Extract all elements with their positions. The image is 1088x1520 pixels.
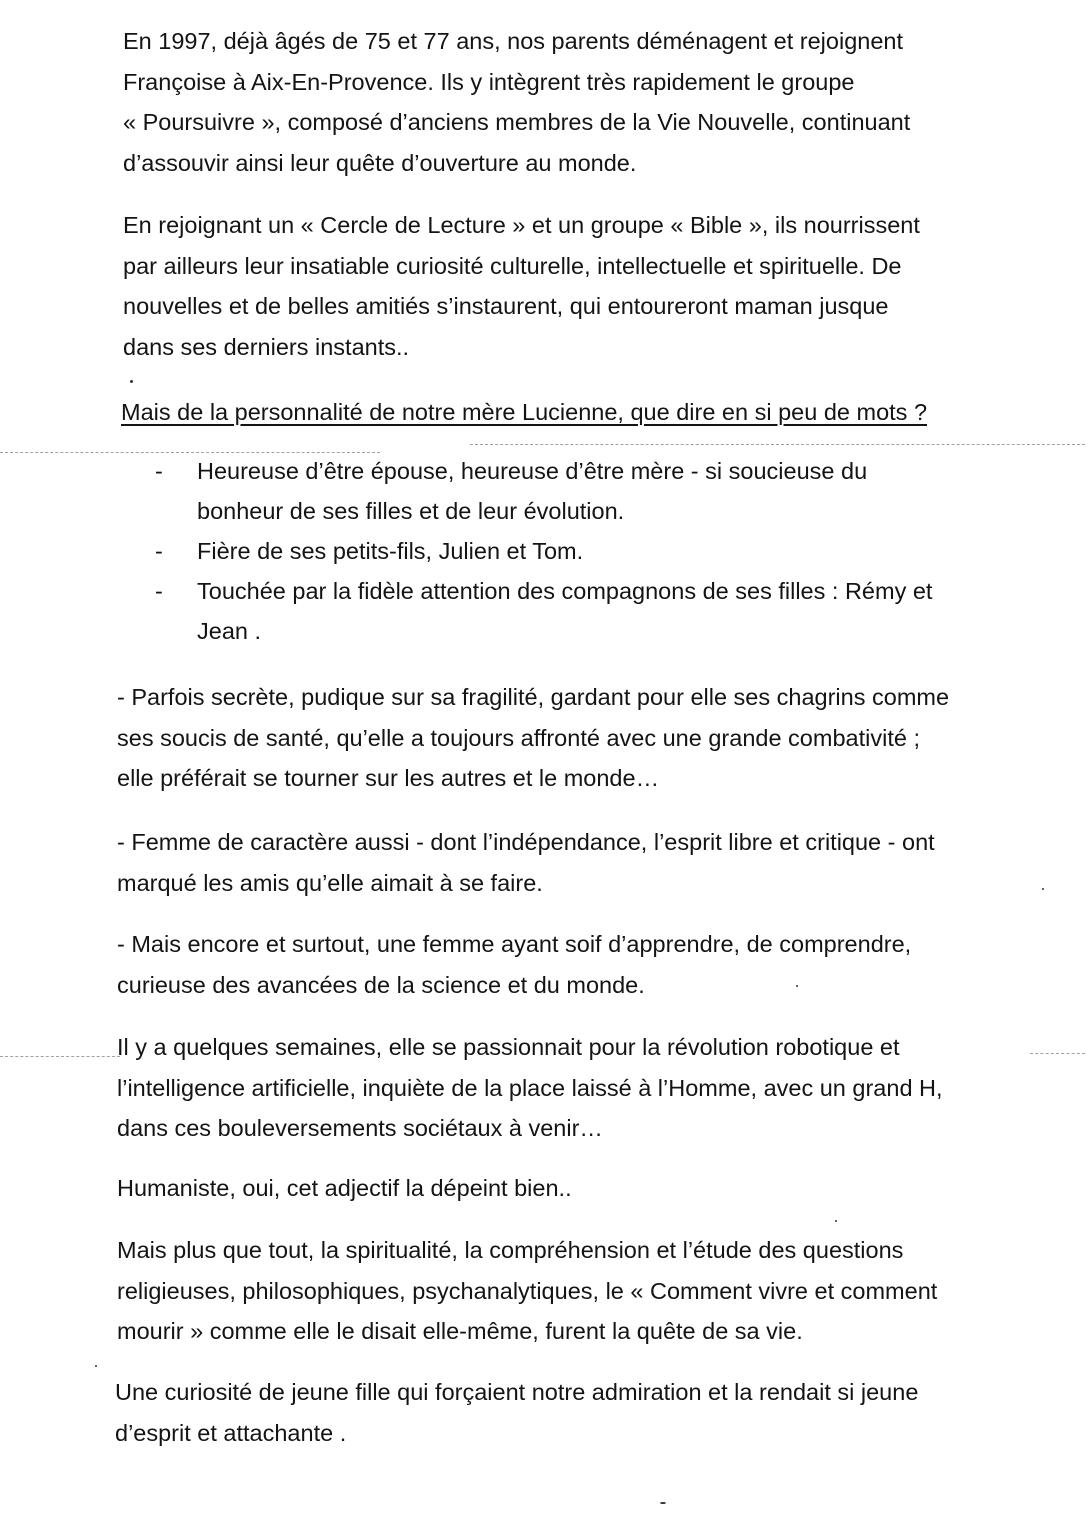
text-line: En 1997, déjà âgés de 75 et 77 ans, nos parents déménagent et rejoignent	[123, 28, 903, 54]
text-line: Touchée par la fidèle attention des compagnons de ses filles : Rémy et	[197, 578, 933, 604]
list-item	[155, 531, 932, 571]
text-line: l’intelligence artificielle, inquiète de la place laissé à l’Homme, avec un grand H,	[117, 1074, 943, 1101]
text-line: dans ces bouleversements sociétaux à venir…	[117, 1115, 603, 1141]
scan-speck	[95, 1365, 97, 1367]
scan-speck	[660, 1502, 666, 1504]
paragraph-5	[117, 924, 911, 1005]
list-dash: -	[155, 538, 163, 564]
scan-artifact-line	[1030, 1053, 1085, 1054]
text-line: - Femme de caractère aussi - dont l’indépendance, l’esprit libre et critique - ont	[117, 829, 935, 855]
text-line: En rejoignant un « Cercle de Lecture » et un groupe « Bible », ils nourrissent	[123, 212, 920, 238]
text-line: ses soucis de santé, qu’elle a toujours affronté avec une grande combativité ;	[117, 724, 920, 751]
list-dash: -	[155, 578, 163, 604]
scan-speck	[130, 380, 133, 383]
paragraph-8	[117, 1230, 937, 1352]
text-line: Fière de ses petits-fils, Julien et Tom.	[197, 538, 584, 564]
paragraph-7	[117, 1168, 572, 1209]
scan-speck	[835, 1220, 837, 1222]
text-line: curieuse des avancées de la science et du monde.	[117, 971, 645, 998]
text-line: Jean .	[197, 618, 262, 644]
text-line: Françoise à Aix-En-Provence. Ils y intègrent très rapidement le groupe	[123, 68, 855, 95]
text-line: Une curiosité de jeune fille qui forçaient notre admiration et la rendait si jeune	[115, 1379, 919, 1405]
paragraph-1	[123, 21, 910, 183]
text-line: dans ses derniers instants..	[123, 333, 410, 360]
text-line: elle préférait se tourner sur les autres et le monde…	[117, 765, 660, 791]
text-line: bonheur de ses filles et de leur évolution.	[197, 498, 625, 524]
paragraph-2	[123, 205, 920, 367]
text-line: Heureuse d’être épouse, heureuse d’être mère - si soucieuse du	[197, 458, 868, 484]
scan-artifact-line	[0, 1056, 120, 1057]
text-line: Il y a quelques semaines, elle se passionnait pour la révolution robotique et	[117, 1034, 900, 1060]
scan-artifact-line	[470, 444, 1085, 445]
text-line: d’assouvir ainsi leur quête d’ouverture au monde.	[123, 149, 637, 176]
text-line: par ailleurs leur insatiable curiosité culturelle, intellectuelle et spirituelle. De	[123, 252, 902, 279]
qualities-list	[155, 451, 932, 651]
text-line: - Mais encore et surtout, une femme ayant soif d’apprendre, de comprendre,	[117, 931, 912, 957]
text-line: Mais plus que tout, la spiritualité, la compréhension et l’étude des questions	[117, 1237, 904, 1263]
text-line: Humaniste, oui, cet adjectif la dépeint bien..	[117, 1175, 572, 1201]
paragraph-3	[117, 677, 949, 799]
text-line: mourir » comme elle le disait elle-même, furent la quête de sa vie.	[117, 1318, 803, 1344]
section-heading: Mais de la personnalité de notre mère Lucienne, que dire en si peu de mots ?	[121, 399, 928, 425]
text-line: nouvelles et de belles amitiés s’instaurent, qui entoureront maman jusque	[123, 293, 889, 319]
list-dash: -	[155, 458, 163, 484]
paragraph-9	[115, 1372, 918, 1453]
text-line: religieuses, philosophiques, psychanalytiques, le « Comment vivre et comment	[117, 1277, 938, 1304]
scan-speck	[1042, 888, 1044, 890]
text-line: marqué les amis qu’elle aimait à se faire.	[117, 869, 543, 896]
list-item	[155, 571, 932, 651]
paragraph-4	[117, 822, 935, 903]
list-item	[155, 451, 932, 531]
text-line: d’esprit et attachante .	[115, 1419, 347, 1446]
text-line: - Parfois secrète, pudique sur sa fragilité, gardant pour elle ses chagrins comme	[117, 684, 950, 710]
text-line: « Poursuivre », composé d’anciens membres de la Vie Nouvelle, continuant	[123, 109, 911, 135]
paragraph-6	[117, 1027, 943, 1149]
